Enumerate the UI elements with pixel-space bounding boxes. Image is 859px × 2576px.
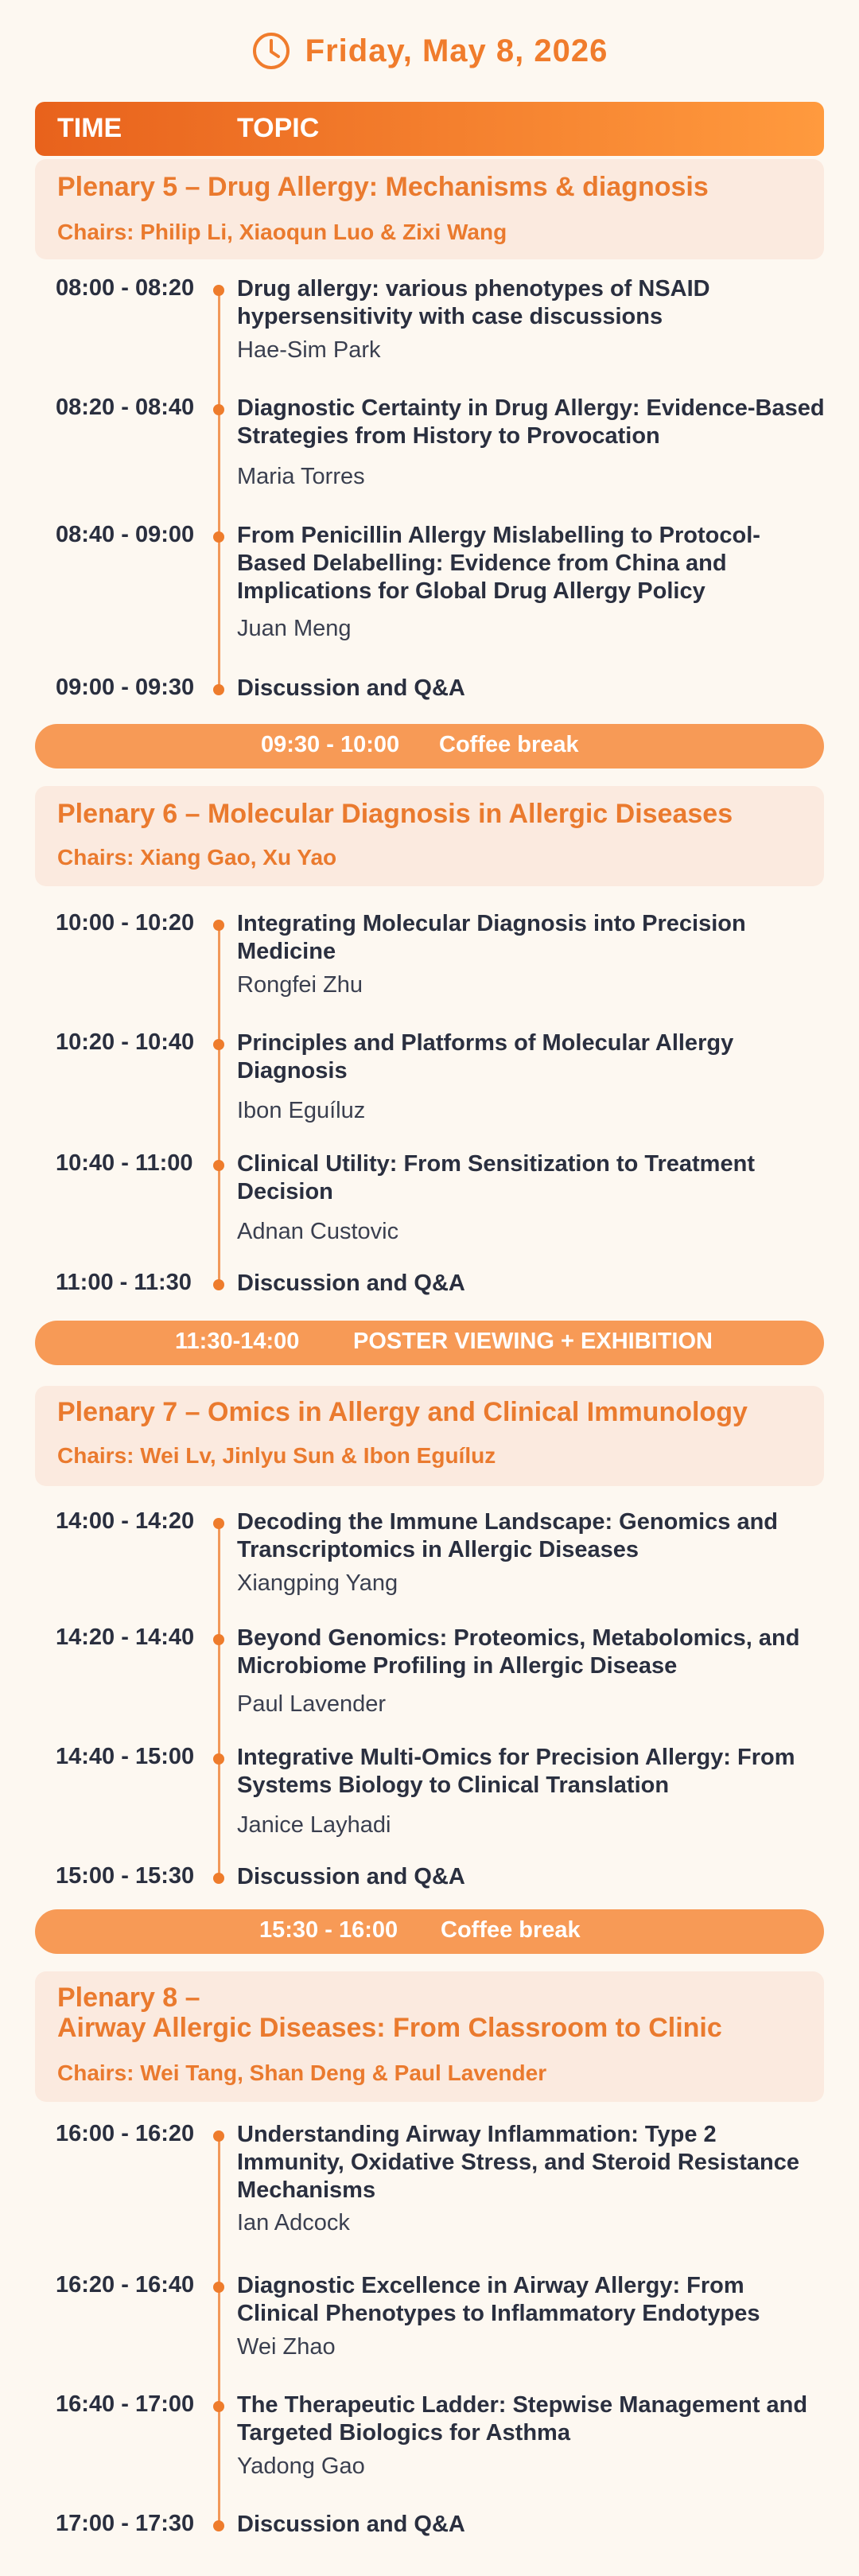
session-speaker: Hae-Sim Park — [237, 337, 381, 363]
timeline-dot — [213, 2282, 224, 2293]
session-speaker: Maria Torres — [237, 464, 365, 489]
header-time: TIME — [57, 113, 122, 143]
session-speaker: Wei Zhao — [237, 2334, 336, 2360]
session-title: Discussion and Q&A — [237, 1864, 465, 1889]
break-bar — [35, 1909, 824, 1954]
session-speaker: Paul Lavender — [237, 1691, 387, 1717]
session-speaker: Ibon Eguíluz — [237, 1098, 366, 1123]
date-heading — [0, 27, 859, 75]
timeline-dot — [213, 1279, 224, 1290]
plenary-title: Plenary 6 – Molecular Diagnosis in Allergic Diseases — [57, 799, 733, 829]
session-speaker: Janice Layhadi — [237, 1812, 391, 1838]
session-time: 14:00 - 14:20 — [56, 1508, 195, 1534]
timeline-dot — [213, 684, 224, 695]
session-time: 09:00 - 09:30 — [56, 675, 195, 700]
session-time: 10:00 - 10:20 — [56, 910, 195, 936]
plenary-chairs: Chairs: Philip Li, Xiaoqun Luo & Zixi Wang — [57, 220, 507, 244]
session-time: 16:20 - 16:40 — [56, 2272, 195, 2298]
break-label: Coffee break — [439, 732, 579, 757]
session-time: 14:40 - 15:00 — [56, 1744, 195, 1769]
session-title: Clinical Utility: From Sensitization to Treatment Decision — [237, 1151, 755, 1204]
timeline-dot — [213, 1634, 224, 1645]
session-title: Drug allergy: various phenotypes of NSAID hypersensitivity with case discussions — [237, 276, 710, 329]
break-bar — [35, 724, 824, 769]
date-text: Friday, May 8, 2026 — [305, 33, 608, 68]
session-title: Discussion and Q&A — [237, 2512, 465, 2537]
session-title: Discussion and Q&A — [237, 1270, 465, 1296]
plenary-chairs: Chairs: Wei Lv, Jinlyu Sun & Ibon Eguíluz — [57, 1443, 496, 1468]
session-speaker: Rongfei Zhu — [237, 972, 363, 998]
break-time: 15:30 - 16:00 — [259, 1917, 398, 1943]
session-time: 16:00 - 16:20 — [56, 2121, 195, 2146]
timeline-line — [218, 923, 220, 1284]
break-time: 11:30-14:00 — [175, 1329, 300, 1354]
timeline-line — [218, 1521, 220, 1878]
session-title: Diagnostic Excellence in Airway Allergy: From Clinical Phenotypes to Inflammatory Endotypes — [237, 2273, 760, 2326]
session-time: 08:00 - 08:20 — [56, 275, 195, 301]
break-label: POSTER VIEWING + EXHIBITION — [353, 1329, 713, 1354]
session-time: 08:40 - 09:00 — [56, 522, 195, 547]
timeline-dot — [213, 920, 224, 931]
clock-icon — [251, 31, 291, 71]
session-time: 16:40 - 17:00 — [56, 2391, 195, 2417]
session-title: Decoding the Immune Landscape: Genomics and Transcriptomics in Allergic Diseases — [237, 1509, 779, 1562]
plenary-header — [35, 786, 824, 886]
timeline-line — [218, 2135, 220, 2525]
session-speaker: Ian Adcock — [237, 2210, 350, 2236]
plenary-header — [35, 1971, 824, 2102]
session-title: Integrative Multi-Omics for Precision Allergy: From Systems Biology to Clinical Translation — [237, 1745, 795, 1798]
plenary-header — [35, 1386, 824, 1486]
timeline-dot — [213, 2401, 224, 2412]
timeline-dot — [213, 1160, 224, 1171]
session-time: 17:00 - 17:30 — [56, 2511, 195, 2536]
session-speaker: Juan Meng — [237, 616, 352, 641]
plenary-header — [35, 159, 824, 259]
timeline-dot — [213, 2520, 224, 2531]
timeline-dot — [213, 404, 224, 415]
session-time: 14:20 - 14:40 — [56, 1625, 195, 1650]
timeline-dot — [213, 1753, 224, 1765]
session-title: Understanding Airway Inflammation: Type 2 Immunity, Oxidative Stress, and Steroid Resistance Mechanisms — [237, 2122, 799, 2203]
session-time: 15:00 - 15:30 — [56, 1863, 195, 1889]
session-time: 10:40 - 11:00 — [56, 1150, 193, 1176]
plenary-title: Plenary 5 – Drug Allergy: Mechanisms & diagnosis — [57, 172, 709, 202]
session-speaker: Xiangping Yang — [237, 1570, 398, 1596]
session-title: Integrating Molecular Diagnosis into Precision Medicine — [237, 911, 746, 964]
session-title: Principles and Platforms of Molecular Allergy Diagnosis — [237, 1030, 734, 1084]
timeline-dot — [213, 1873, 224, 1884]
session-speaker: Yadong Gao — [237, 2453, 365, 2479]
session-title: Beyond Genomics: Proteomics, Metabolomics, and Microbiome Profiling in Allergic Disease — [237, 1625, 800, 1679]
plenary-title: Plenary 7 – Omics in Allergy and Clinical Immunology — [57, 1397, 748, 1427]
session-title: From Penicillin Allergy Mislabelling to Protocol-Based Delabelling: Evidence from China and Implications for Global Drug Allergy Policy — [237, 523, 760, 604]
plenary-chairs: Chairs: Wei Tang, Shan Deng & Paul Lavender — [57, 2060, 547, 2085]
timeline-dot — [213, 1039, 224, 1050]
session-title: Discussion and Q&A — [237, 675, 465, 701]
plenary-subtitle: Airway Allergic Diseases: From Classroom to Clinic — [57, 2013, 722, 2043]
session-title: Diagnostic Certainty in Drug Allergy: Evidence-Based Strategies from History to Provocation — [237, 395, 825, 449]
timeline-line — [218, 288, 220, 689]
table-header — [35, 102, 824, 156]
session-time: 08:20 - 08:40 — [56, 395, 195, 420]
break-bar — [35, 1321, 824, 1365]
timeline-dot — [213, 2130, 224, 2142]
session-time: 10:20 - 10:40 — [56, 1029, 195, 1055]
session-time: 11:00 - 11:30 — [56, 1270, 192, 1295]
timeline-dot — [213, 285, 224, 296]
session-speaker: Adnan Custovic — [237, 1219, 399, 1244]
header-topic: TOPIC — [237, 113, 320, 143]
plenary-chairs: Chairs: Xiang Gao, Xu Yao — [57, 845, 337, 870]
session-title: The Therapeutic Ladder: Stepwise Management and Targeted Biologics for Asthma — [237, 2392, 808, 2446]
plenary-title: Plenary 8 – — [57, 1983, 200, 2013]
break-time: 09:30 - 10:00 — [261, 732, 400, 757]
timeline-dot — [213, 531, 224, 543]
break-label: Coffee break — [441, 1917, 581, 1943]
timeline-dot — [213, 1518, 224, 1529]
